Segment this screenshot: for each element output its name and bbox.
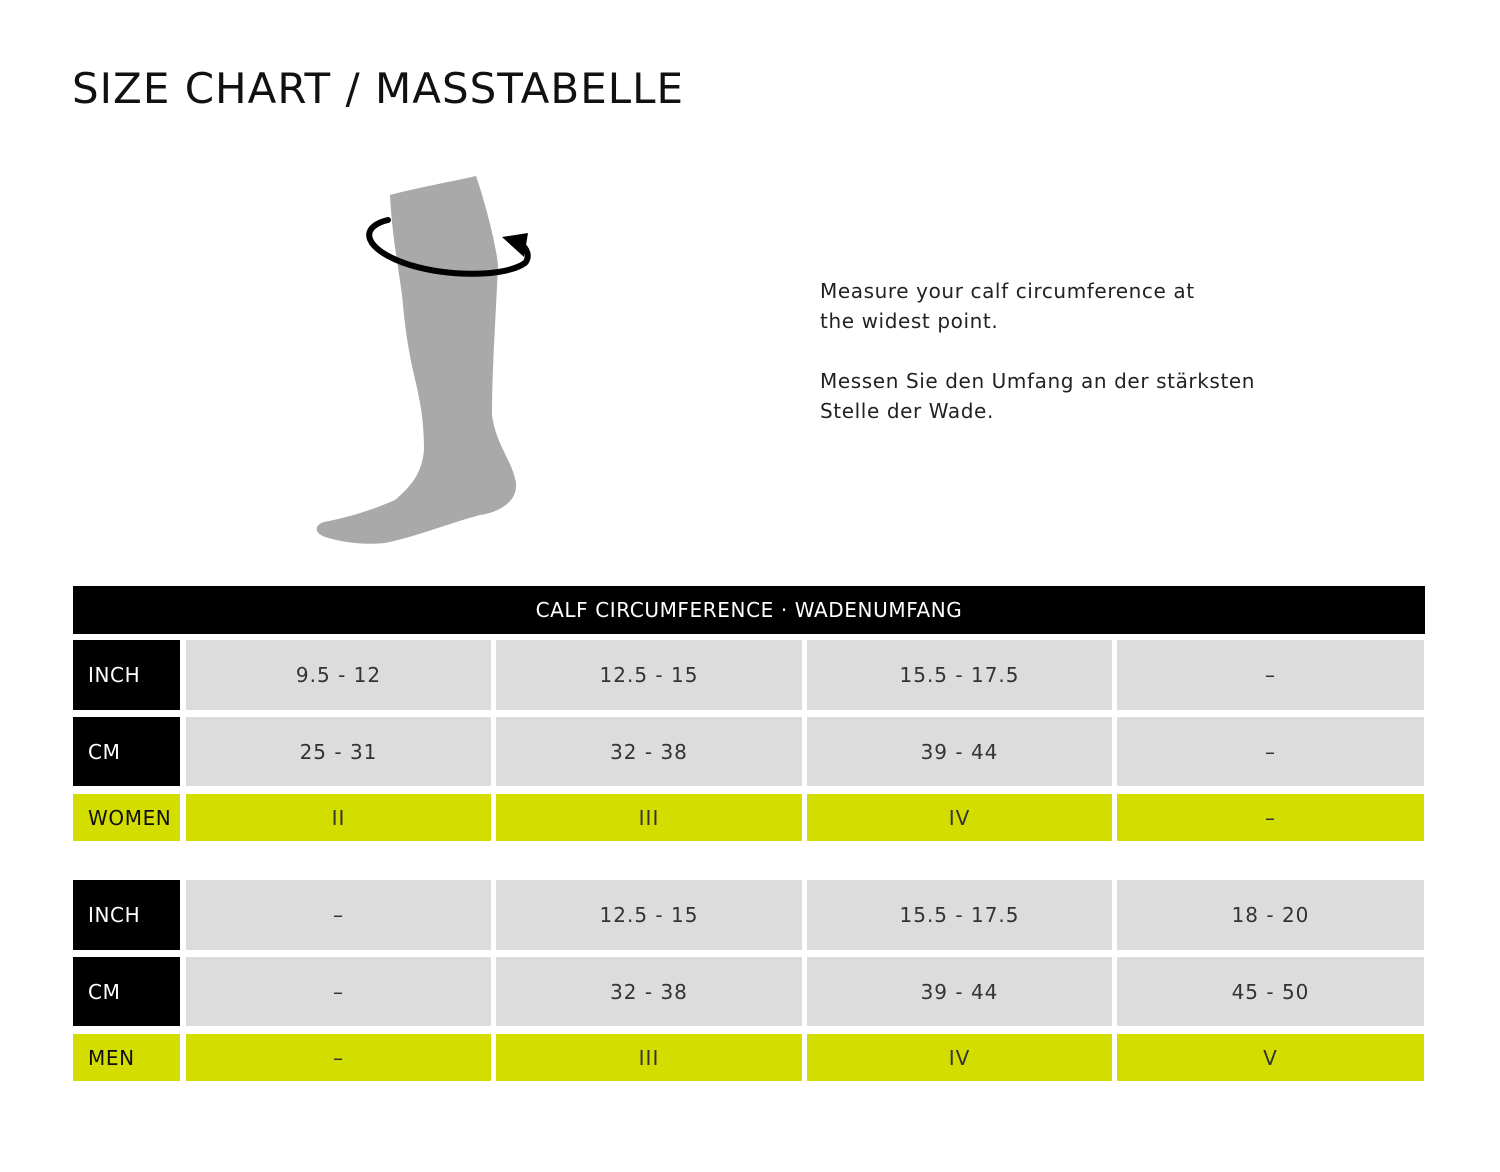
table-cell: – (186, 957, 491, 1026)
table-cell: IV (807, 794, 1112, 841)
row-label: CM (73, 717, 180, 786)
table-header: CALF CIRCUMFERENCE · WADENUMFANG (73, 586, 1425, 634)
row-label: INCH (73, 640, 180, 710)
instruction-german: Messen Sie den Umfang an der stärksten Stelle der Wade. (820, 369, 1256, 423)
women-inch-row (73, 640, 1425, 710)
table-cell: – (186, 1034, 491, 1081)
table-cell: IV (807, 1034, 1112, 1081)
table-cell: – (1117, 717, 1424, 786)
table-cell: 25 - 31 (186, 717, 491, 786)
row-label: MEN (73, 1034, 180, 1081)
table-cell: III (496, 794, 802, 841)
table-cell: II (186, 794, 491, 841)
women-cm-row (73, 717, 1425, 786)
table-cell: 32 - 38 (496, 957, 802, 1026)
calf-measure-illustration (300, 165, 550, 555)
table-cell: 32 - 38 (496, 717, 802, 786)
table-cell: 9.5 - 12 (186, 640, 491, 710)
table-cell: 12.5 - 15 (496, 640, 802, 710)
table-cell: – (186, 880, 491, 950)
table-cell: 15.5 - 17.5 (807, 640, 1112, 710)
table-cell: V (1117, 1034, 1424, 1081)
table-cell: III (496, 1034, 802, 1081)
page-title: SIZE CHART / MASSTABELLE (72, 64, 685, 113)
row-label: INCH (73, 880, 180, 950)
table-cell: 18 - 20 (1117, 880, 1424, 950)
arrow-head-icon (502, 233, 528, 257)
measuring-instructions (820, 276, 1340, 456)
men-inch-row (73, 880, 1425, 950)
table-cell: 15.5 - 17.5 (807, 880, 1112, 950)
table-cell: 39 - 44 (807, 957, 1112, 1026)
women-size-row (73, 794, 1425, 841)
leg-silhouette (317, 176, 517, 544)
table-cell: – (1117, 794, 1424, 841)
instruction-english: Measure your calf circumference at the widest point. (820, 279, 1195, 333)
table-cell: 45 - 50 (1117, 957, 1424, 1026)
table-cell: 39 - 44 (807, 717, 1112, 786)
table-cell: 12.5 - 15 (496, 880, 802, 950)
row-label: CM (73, 957, 180, 1026)
row-label: WOMEN (73, 794, 180, 841)
men-cm-row (73, 957, 1425, 1026)
men-size-row (73, 1034, 1425, 1081)
table-cell: – (1117, 640, 1424, 710)
